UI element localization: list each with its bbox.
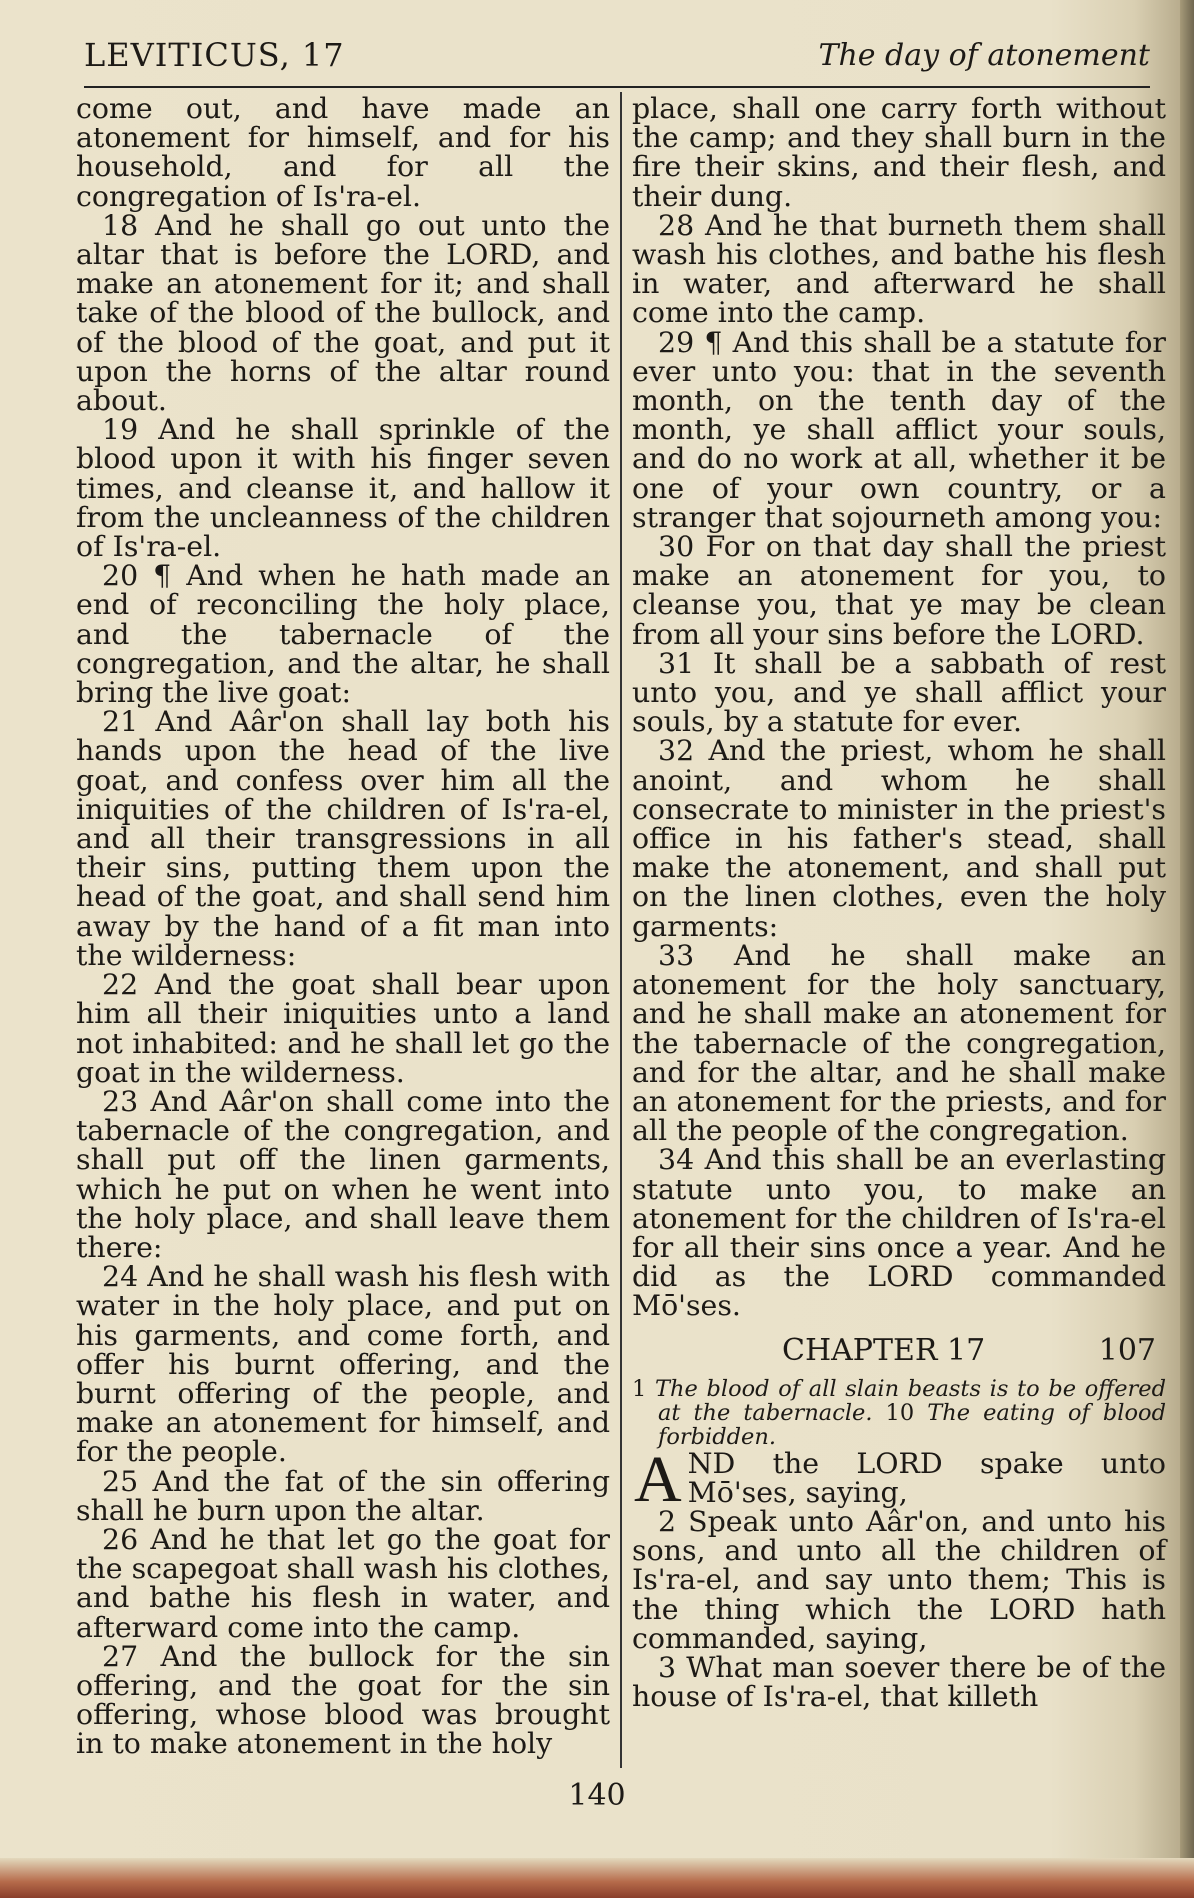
verse-text: 23 And Aâr'on shall come into the tabernacle of the congregation, and shall put off the linen garments, which he put on when he went into the holy place, and shall leave them there: xyxy=(76,1084,610,1264)
verse-text: 33 And he shall make an atonement for the holy sanctuary, and he shall make an atonement for the tabernacle of the congregation, and for the altar, and he shall make an atonement for the priests, and for all the people of the congregation. xyxy=(632,938,1166,1148)
page-bottom-edge xyxy=(0,1858,1194,1898)
chapter-heading xyxy=(632,1332,1166,1369)
page-number: 140 xyxy=(568,1778,626,1813)
verse-text: 21 And Aâr'on shall lay both his hands upon the head of the live goat, and confess over him all the iniquities of the children of Is'ra-el, and all their transgressions in all their sins, putting them upon the head of the goat, and shall send him away by the hand of a fit man into the wilderness: xyxy=(76,705,610,972)
verse-text: 28 And he that burneth them shall wash his clothes, and bathe his flesh in water, and afterward he shall come into the camp. xyxy=(632,208,1166,330)
verse-text: 22 And the goat shall bear upon him all their iniquities unto a land not inhabited: and he shall let go the goat in the wilderness. xyxy=(76,968,610,1089)
verse-text: 19 And he shall sprinkle of the blood upon it with his finger seven times, and cleanse it, and hallow it from the uncleanness of the children of Is'ra-el. xyxy=(76,413,610,564)
summary-verse-number: 1 xyxy=(632,1375,647,1402)
verse-text: 30 For on that day shall the priest make an atonement for you, to cleanse you, that ye may be clean from all your sins before the LORD. xyxy=(632,530,1166,651)
page-edge xyxy=(1180,0,1194,1898)
verse-text: 32 And the priest, whom he shall anoint, and whom he shall consecrate to minister in the priest's office in his father's stead, shall make the atonement, and shall put on the linen clothes, even the holy garments: xyxy=(632,734,1166,943)
verse-text: 27 And the bullock for the sin offering, and the goat for the sin offering, whose blood was brought in to make atonement in the holy xyxy=(76,1639,610,1761)
verse-text: place, shall one carry forth without the camp; and they shall burn in the fire their skins, and their flesh, and their dung. xyxy=(632,92,1166,213)
verse-text: 24 And he shall wash his flesh with water in the holy place, and put on his garments, and come forth, and offer his burnt offering, and the burnt offering of the people, and make an atonement for himself, and for the people. xyxy=(76,1260,610,1469)
left-column xyxy=(76,94,610,1766)
verse-text: 3 What man soever there be of the house of Is'ra-el, that killeth xyxy=(632,1650,1166,1714)
running-header xyxy=(84,36,1150,82)
chapter-number: 107 xyxy=(1098,1332,1156,1368)
first-verse xyxy=(632,1442,1166,1516)
verse-text: 31 It shall be a sabbath of rest unto you, and ye shall afflict your souls, by a statute for ever. xyxy=(632,646,1166,739)
summary-text: The blood of all slain beasts is to be offered at the tabernacle. xyxy=(655,1375,1166,1426)
book-chapter-heading: LEVITICUS, 17 xyxy=(84,36,345,74)
column-divider xyxy=(620,92,622,1768)
chapter-title: CHAPTER 17 xyxy=(782,1332,986,1368)
header-rule xyxy=(84,86,1150,88)
verse-text: 20 ¶ And when he hath made an end of reconciling the holy place, and the tabernacle of the congregation, and the altar, he shall bring the live goat: xyxy=(76,559,610,710)
verse-text: come out, and have made an atonement for himself, and for his household, and for all the congregation of Is'ra-el. xyxy=(76,92,610,213)
summary-verse-number: 10 xyxy=(885,1399,915,1426)
verse-text: 25 And the fat of the sin offering shall he burn upon the altar. xyxy=(76,1464,610,1527)
verse-text: 18 And he shall go out unto the altar that is before the LORD, and make an atonement for it; and shall take of the blood of the bullock, and of the blood of the goat, and put it upon the horns of the altar round about. xyxy=(76,208,610,418)
verse-text: 2 Speak unto Aâr'on, and unto his sons, and unto all the children of Is'ra-el, and say unto them; This is the thing which the LORD hath commanded, saying, xyxy=(632,1504,1166,1655)
drop-cap: A xyxy=(634,1442,682,1516)
summary-text: The eating of blood forbidden. xyxy=(658,1399,1166,1450)
verse-text: 34 And this shall be an everlasting statute unto you, to make an atonement for the children of Is'ra-el for all their sins once a year. And he did as the LORD commanded Mō'ses. xyxy=(632,1143,1166,1323)
first-verse-text: ND the LORD spake unto Mō'ses, saying, xyxy=(687,1446,1166,1509)
chapter-summary xyxy=(632,1377,1166,1449)
verse-text: 26 And he that let go the goat for the scapegoat shall wash his clothes, and bathe his flesh in water, and afterward come into the camp. xyxy=(76,1522,610,1644)
topic-heading: The day of atonement xyxy=(818,38,1150,73)
verse-text: 29 ¶ And this shall be a statute for ever unto you: that in the seventh month, on the tenth day of the month, ye shall afflict your souls, and do no work at all, whether it be one of your own country, or a stranger that sojourneth among you: xyxy=(632,325,1166,534)
right-column xyxy=(632,94,1166,1766)
